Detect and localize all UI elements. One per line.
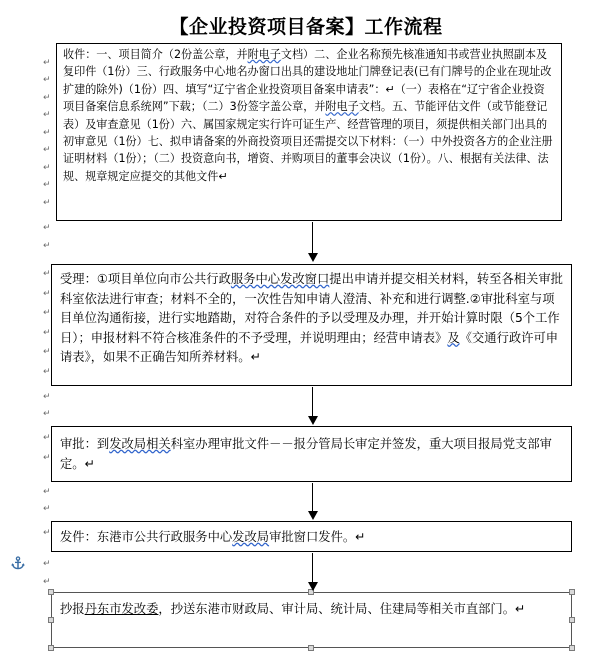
text-run: 提出申请并提交相关材料，转至各相关审批科室依法进行审查；材料不全的，一次性告知申请人澄清、补充和进行调整.②审批科室与项目单位沟通衔接，进行实地踏勘，对符合条件的予以受理及办理，并开始计算时限（5个工作日）；申报材料不符合核准条件的不予受理，并说明理由；经营申请表》 bbox=[60, 272, 563, 345]
text-run: ，抄送东港市财政局、审计局、统计局、住建局等相关市直部门。↵ bbox=[158, 602, 526, 616]
paragraph-mark: ↵ bbox=[43, 110, 51, 120]
text-run: 审批窗口发件。↵ bbox=[269, 530, 366, 544]
paragraph-mark: ↵ bbox=[43, 198, 51, 208]
paragraph-mark: ↵ bbox=[43, 241, 51, 251]
text-run: 科室办理审批文件－－报分管局长审定并签发，重大项目报局党支部审定。↵ bbox=[60, 437, 552, 471]
paragraph-mark: ↵ bbox=[43, 145, 51, 155]
down-arrow-icon bbox=[308, 387, 318, 425]
paragraph-mark: ↵ bbox=[43, 180, 51, 190]
text-run: 文档。五、节能评估文件（或节能登记表）及审查意见（1份）六、属国家规定实行许可证生产、经营管理的项目，须提供相关部门出具的初审意见（1份）七、拟申请备案的外商投资项目还需提交以下材料：（一）中外投资各方的企业注册证明材料（1份）；（二）投资意向书，增资、并购项目的董事会决议（1份）。八、根据有关法律、法规、规章规定应提交的其他文件↵ bbox=[63, 100, 553, 183]
paragraph-mark: ↵ bbox=[43, 347, 51, 357]
spellcheck-underlined-text: 及 bbox=[447, 330, 460, 345]
down-arrow-icon bbox=[308, 553, 318, 591]
paragraph-mark: ↵ bbox=[43, 58, 51, 68]
spellcheck-underlined-text: 发改局 bbox=[232, 530, 270, 544]
step-text-issue bbox=[60, 528, 565, 546]
page-title: 【企业投资项目备案】工作流程 bbox=[169, 16, 443, 38]
paragraph-mark: ↵ bbox=[43, 487, 51, 497]
selection-handle-icon[interactable] bbox=[48, 617, 54, 623]
spellcheck-underlined-text: 发改局相关 bbox=[109, 437, 171, 451]
spellcheck-underlined-text: 服务中心发改窗口 bbox=[230, 272, 330, 286]
step-text-accept bbox=[60, 270, 565, 368]
paragraph-mark: ↵ bbox=[43, 289, 51, 299]
step-box-issue bbox=[51, 521, 572, 552]
selection-handle-icon[interactable] bbox=[48, 589, 54, 595]
text-run: 发件：东港市公共行政服务中心 bbox=[60, 530, 233, 544]
step-box-receive bbox=[56, 43, 562, 221]
paragraph-mark: ↵ bbox=[43, 128, 51, 138]
paragraph-mark: ↵ bbox=[43, 269, 51, 279]
selection-handle-icon[interactable] bbox=[48, 645, 54, 651]
underlined-text: 丹东市发改委 bbox=[84, 602, 159, 616]
spellcheck-underlined-text: 附电子 bbox=[325, 100, 359, 114]
paragraph-mark: ↵ bbox=[43, 433, 51, 443]
paragraph-mark: ↵ bbox=[43, 163, 51, 173]
selection-handle-icon[interactable] bbox=[569, 645, 575, 651]
spellcheck-underlined-text: 附电子 bbox=[247, 48, 281, 61]
down-arrow-icon bbox=[308, 483, 318, 520]
step-box-approve bbox=[51, 426, 572, 482]
paragraph-mark: ↵ bbox=[43, 367, 51, 377]
paragraph-mark: ↵ bbox=[43, 504, 51, 514]
selection-handle-icon[interactable] bbox=[569, 589, 575, 595]
paragraph-mark: ↵ bbox=[43, 409, 51, 419]
step-box-copy[interactable] bbox=[51, 592, 572, 648]
paragraph-mark: ↵ bbox=[43, 328, 51, 338]
text-run: 文档）二、企业名称预先核准通知书或营业执照副本及复印件（1份）三、行政服务中心地名办窗口出具的建设地址门牌登记表(已有门牌号的企业在现址改扩建的除外)（1份）四、填写“辽宁省企业投资项目备案申请表”：↵（一）表格在“辽宁省企业投资项目备案信息系统网”下载；（二）3份签字盖公章，并 bbox=[63, 48, 552, 114]
step-text-copy bbox=[60, 600, 563, 619]
anchor-icon[interactable] bbox=[11, 556, 25, 570]
text-run: 《交通行政许可申请表》，如果不正确告知所养材料。↵ bbox=[60, 330, 559, 364]
paragraph-mark: ↵ bbox=[43, 392, 51, 402]
step-box-accept bbox=[51, 264, 572, 386]
paragraph-mark: ↵ bbox=[43, 223, 51, 233]
paragraph-mark: ↵ bbox=[43, 93, 51, 103]
paragraph-mark: ↵ bbox=[43, 75, 51, 85]
paragraph-mark: ↵ bbox=[43, 559, 51, 569]
paragraph-mark: ↵ bbox=[43, 453, 51, 463]
step-text-approve bbox=[60, 434, 565, 474]
step-text-receive bbox=[63, 46, 555, 185]
text-run: 受理：①项目单位向市公共行政 bbox=[60, 272, 231, 286]
paragraph-mark: ↵ bbox=[43, 308, 51, 318]
text-run: 抄报 bbox=[60, 602, 85, 616]
selection-handle-icon[interactable] bbox=[308, 645, 314, 651]
selection-handle-icon[interactable] bbox=[569, 617, 575, 623]
text-run: 审批：到 bbox=[60, 437, 110, 451]
paragraph-mark: ↵ bbox=[43, 577, 51, 587]
down-arrow-icon bbox=[308, 222, 318, 262]
paragraph-mark: ↵ bbox=[43, 528, 51, 538]
text-run: 收件：一、项目简介（2份盖公章，并 bbox=[63, 48, 248, 61]
